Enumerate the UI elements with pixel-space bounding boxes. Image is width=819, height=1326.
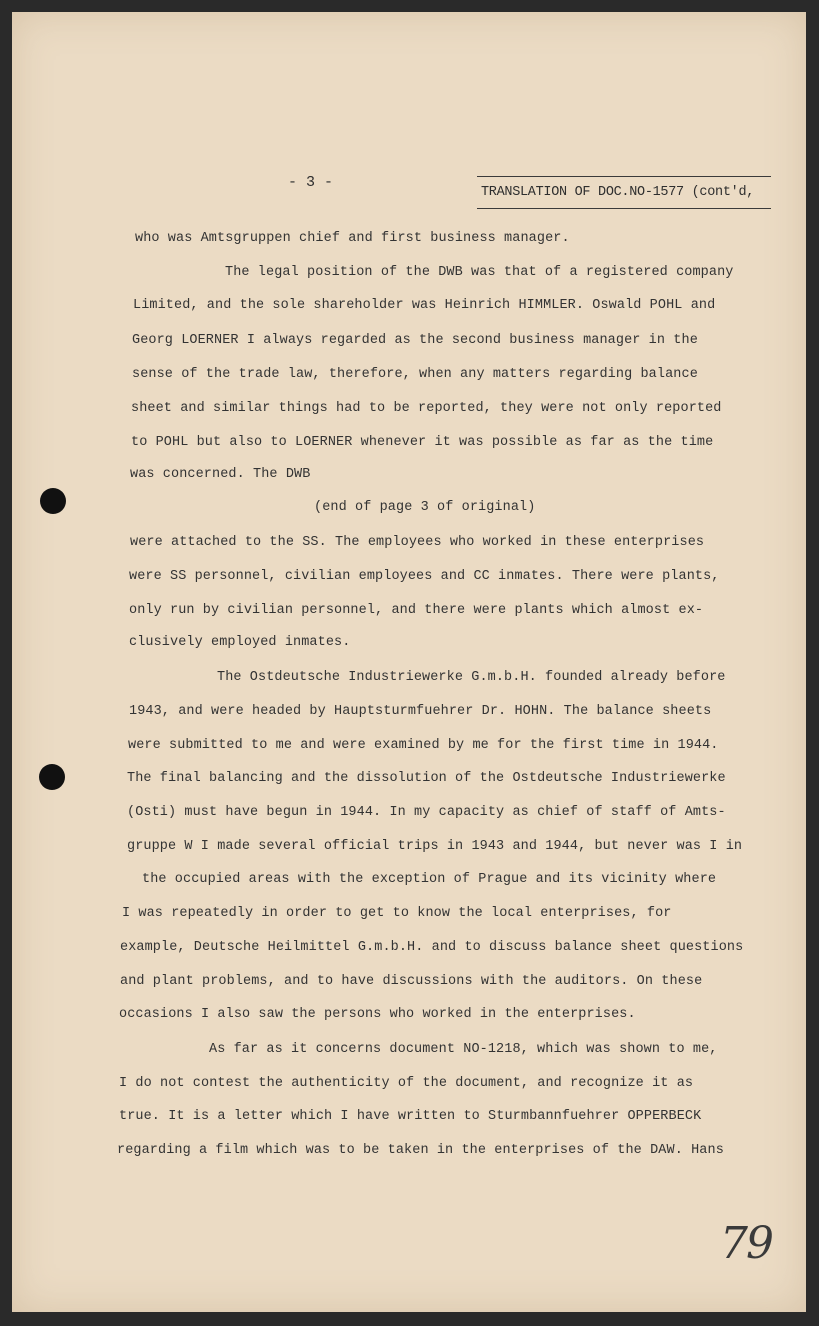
text-line: The Ostdeutsche Industriewerke G.m.b.H. founded already before <box>217 670 726 685</box>
text-line: the occupied areas with the exception of Prague and its vicinity where <box>142 872 717 887</box>
punch-hole-bottom <box>39 764 65 790</box>
text-line: As far as it concerns document NO-1218, which was shown to me, <box>209 1042 718 1057</box>
text-line: to POHL but also to LOERNER whenever it was possible as far as the time <box>131 435 714 450</box>
text-line: Limited, and the sole shareholder was Heinrich HIMMLER. Oswald POHL and <box>133 298 716 313</box>
handwritten-page-number: 79 <box>720 1218 772 1269</box>
document-page <box>12 12 806 1312</box>
text-line: The final balancing and the dissolution of the Ostdeutsche Industriewerke <box>127 771 726 786</box>
text-line: I was repeatedly in order to get to know the local enterprises, for <box>122 906 672 921</box>
text-line: sheet and similar things had to be reported, they were not only reported <box>131 401 722 416</box>
page-break-note: (end of page 3 of original) <box>314 500 536 515</box>
text-line: and plant problems, and to have discussions with the auditors. On these <box>120 974 703 989</box>
text-line: were SS personnel, civilian employees and CC inmates. There were plants, <box>129 569 720 584</box>
text-line: clusively employed inmates. <box>129 635 351 650</box>
text-line: occasions I also saw the persons who worked in the enterprises. <box>119 1007 636 1022</box>
text-line: sense of the trade law, therefore, when any matters regarding balance <box>132 367 698 382</box>
punch-hole-top <box>40 488 66 514</box>
text-line: The legal position of the DWB was that of a registered company <box>225 265 734 280</box>
text-line: only run by civilian personnel, and there were plants which almost ex- <box>129 603 704 618</box>
text-line: regarding a film which was to be taken in the enterprises of the DAW. Hans <box>117 1143 724 1158</box>
text-line: 1943, and were headed by Hauptsturmfuehrer Dr. HOHN. The balance sheets <box>129 704 712 719</box>
text-line: were submitted to me and were examined by me for the first time in 1944. <box>128 738 719 753</box>
text-line: (Osti) must have begun in 1944. In my capacity as chief of staff of Amts- <box>127 805 726 820</box>
text-line: who was Amtsgruppen chief and first business manager. <box>135 231 570 246</box>
text-line: example, Deutsche Heilmittel G.m.b.H. and to discuss balance sheet questions <box>120 940 744 955</box>
text-line: was concerned. The DWB <box>130 467 311 482</box>
text-line: I do not contest the authenticity of the document, and recognize it as <box>119 1076 694 1091</box>
text-line: Georg LOERNER I always regarded as the second business manager in the <box>132 333 698 348</box>
text-line: true. It is a letter which I have written to Sturmbannfuehrer OPPERBECK <box>119 1109 702 1124</box>
text-line: gruppe W I made several official trips in 1943 and 1944, but never was I in <box>127 839 743 854</box>
text-line: were attached to the SS. The employees who worked in these enterprises <box>130 535 705 550</box>
page-number: - 3 - <box>288 174 334 191</box>
document-header: TRANSLATION OF DOC.NO-1577 (cont'd, <box>477 176 771 209</box>
